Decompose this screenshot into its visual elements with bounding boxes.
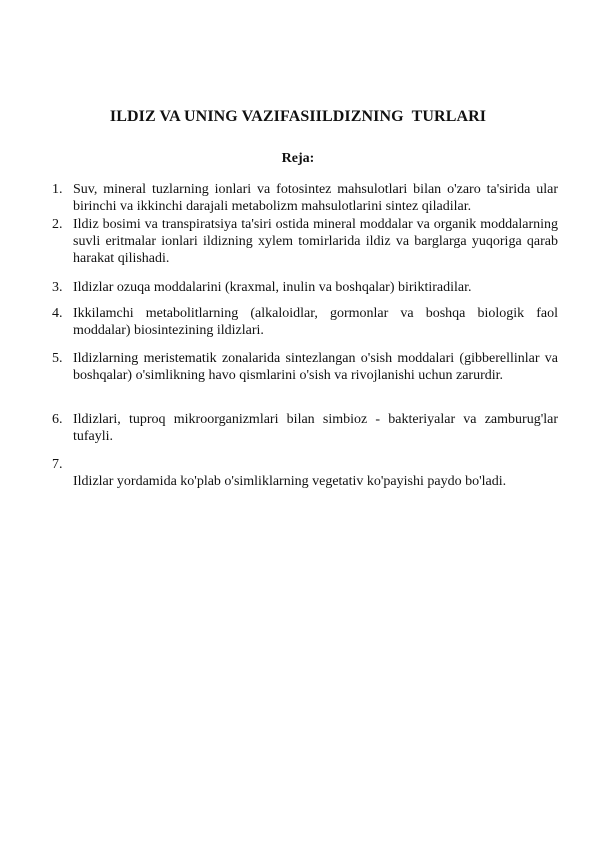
list-item-text: Ikkilamchi metabolitlarning (alkaloidlar, gormonlar va boshqa biologik faol moddalar) biosintezining ildizlari. <box>73 306 558 338</box>
list-item <box>52 350 558 384</box>
list-item-text: Ildiz bosimi va transpiratsiya ta'siri ostida mineral moddalar va organik moddalarning suvli eritmalar ionlari ildizning xylem tomirlarida ildiz va barglarga yuqoriga qarab harakat qilishadi. <box>73 217 558 266</box>
list-item-number: 4. <box>52 306 63 321</box>
list-item <box>52 305 558 339</box>
list-item-text: Ildizlar yordamida ko'plab o'simliklarning vegetativ ko'payishi paydo bo'ladi. <box>73 474 507 489</box>
list-item-number: 7. <box>52 457 63 472</box>
list-item-text: Ildizlar ozuqa moddalarini (kraxmal, inulin va boshqalar) biriktiradilar. <box>73 280 472 295</box>
list-item <box>52 181 558 215</box>
list-item-text: Suv, mineral tuzlarning ionlari va fotosintez mahsulotlari bilan o'zaro ta'sirida ular birinchi va ikkinchi darajali metabolizm mahsulotlarini sintez qiladilar. <box>73 182 558 214</box>
list-item <box>52 456 558 490</box>
list-item-number: 6. <box>52 412 63 427</box>
list-item <box>52 411 558 445</box>
list-item-number: 2. <box>52 217 63 232</box>
list-item-text: Ildizlarning meristematik zonalarida sintezlangan o'sish moddalari (gibberellinlar va boshqalar) o'simlikning havo qismlarini o'sish va rivojlanishi uchun zarurdir. <box>73 351 558 383</box>
list-item-number: 3. <box>52 280 63 295</box>
list-item-text: Ildizlari, tuproq mikroorganizmlari bilan simbioz - bakteriyalar va zamburug'lar tufayli. <box>73 412 558 444</box>
document-title: ILDIZ VA UNING VAZIFASIILDIZNING TURLARI <box>109 108 487 125</box>
list-item <box>52 279 558 296</box>
list-item-number: 1. <box>52 182 63 197</box>
list-item-number: 5. <box>52 351 63 366</box>
list-item <box>52 216 558 267</box>
plan-heading: Reja: <box>281 151 315 166</box>
